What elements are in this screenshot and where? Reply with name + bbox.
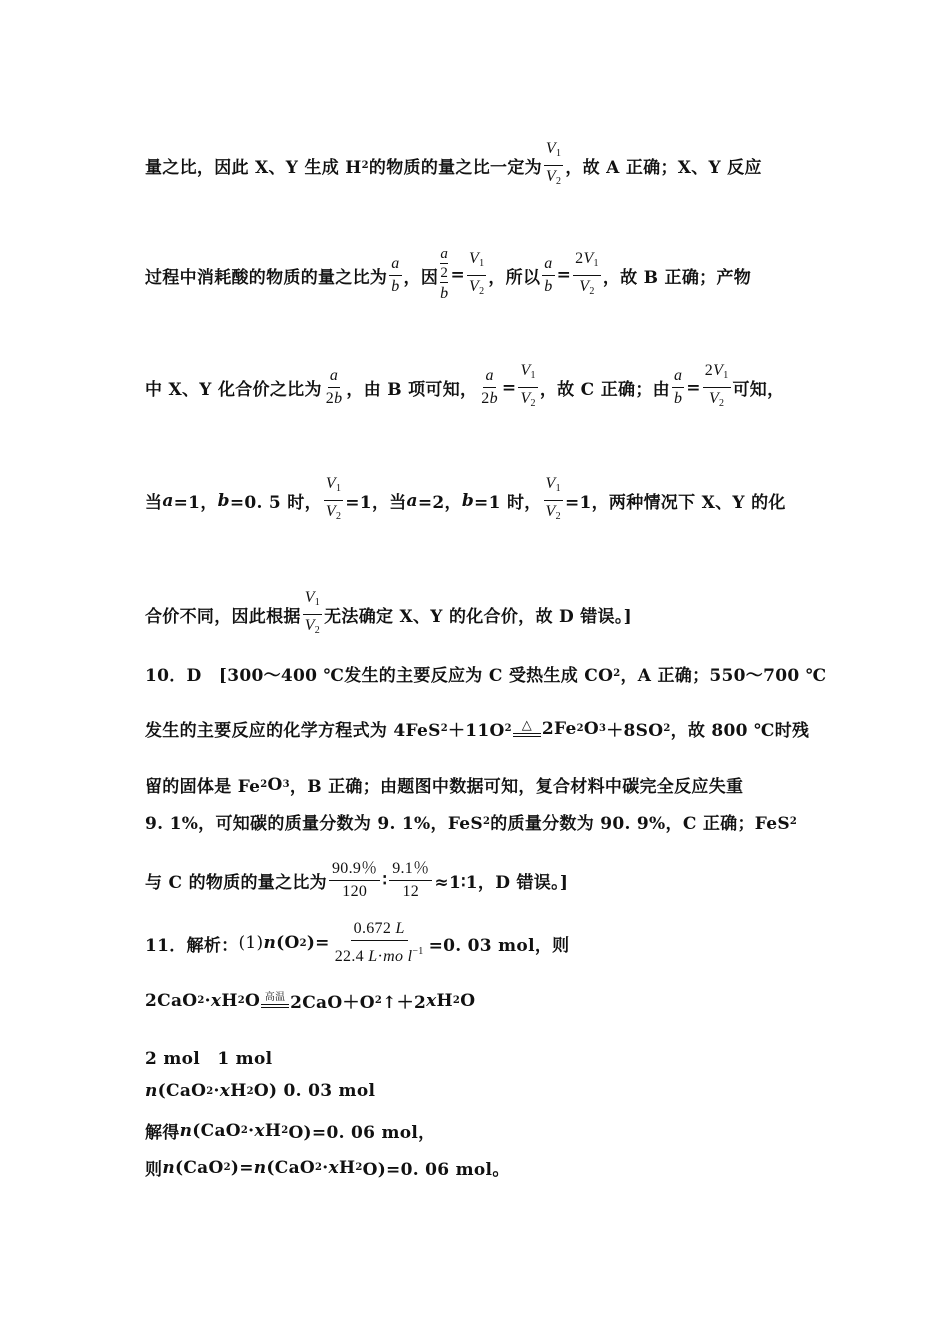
text-line-7: 发生的主要反应的化学方程式为 4FeS 2 ＋11O 2 △ 2Fe 2 O 3 ＋8SO 2 ，故 800 ℃时残 (145, 718, 810, 741)
text: ，故 A 正确；X、Y 反应 (565, 158, 762, 178)
fraction-a-2b: $\frac{a}{2b}$ (325, 367, 343, 407)
text-line-2 (145, 245, 751, 305)
fraction-volume-over-molar-volume: $\frac{0.672 L}{22.4 L\cdot mo l^{-1}}$ (334, 920, 424, 965)
equals: = (501, 377, 517, 398)
text-line-12: 2CaO 2 · x H 2 O 高温 2CaO＋O 2 ↑＋2 x H 2 O (145, 990, 476, 1013)
text: 量之比，因此 X、Y 生成 H (145, 158, 362, 178)
fraction-a-b: $\frac{a}{b}$ (673, 367, 683, 407)
text: ，故 C 正确；由 (539, 380, 670, 400)
subscript: 2 (361, 160, 369, 171)
text: ，由 B 项可知， (346, 380, 478, 400)
text-line-11: 11．解析： (1) n (O 2 )= $\frac{0.672 L}{22.4 L\cdot mo l^{-1}}$ =0. 03 mol，则 (145, 918, 569, 968)
text-line-15: 解得 n (CaO 2 · x H 2 O)=0. 06 mol， (145, 1120, 436, 1143)
fraction-v1-v2: $\frac{V_1}{V_2}$ (325, 475, 342, 522)
fraction-v1-v2: $\frac{V_1}{V_2}$ (468, 249, 485, 297)
text-line-9: 9. 1%，可知碳的质量分数为 9. 1%，FeS 2 的质量分数为 90. 9%，C 正确；FeS 2 (145, 814, 798, 834)
text-line-14: n (CaO 2 · x H 2 O) 0. 03 mol (145, 1081, 376, 1101)
text: ，所以 (488, 267, 541, 288)
fraction-2v1-v2: $\frac{2V_1}{V_2}$ (575, 249, 599, 297)
text-line-6: 10．D [300～400 ℃发生的主要反应为 C 受热生成 CO 2 ，A 正确；550～700 ℃ (145, 666, 827, 686)
text: 可知， (732, 380, 785, 400)
fraction-v1-v2: $\frac{V_1}{V_2}$ (545, 140, 562, 187)
fraction-a-b: $\frac{a}{b}$ (391, 254, 400, 295)
text-line-16: 则 n (CaO 2 )= n (CaO 2 · x H 2 O)=0. 06 mol。 (145, 1157, 510, 1180)
fraction-90-9-over-120: $\frac{90.9\%}{120}$ (329, 858, 381, 903)
fraction-v1-v2: $\frac{V_1}{V_2}$ (520, 362, 536, 409)
fraction-a-half-over-b: a 2 b (440, 246, 449, 302)
equals: = (686, 377, 701, 398)
text-line-13: 2 mol 1 mol (145, 1049, 273, 1069)
fraction-v1-v2: $\frac{V_1}{V_2}$ (545, 475, 561, 522)
fraction-2v1-v2: $\frac{2V_1}{V_2}$ (704, 362, 729, 409)
text: ，故 B 正确；产物 (602, 267, 752, 288)
equals: = (450, 265, 465, 285)
reaction-condition-heat: △ (513, 720, 541, 737)
text-line-3 (145, 360, 784, 415)
text: 中 X、Y 化合价之比为 (145, 380, 322, 400)
equals: = (556, 265, 572, 285)
fraction-v1-v2: $\frac{V_1}{V_2}$ (304, 589, 321, 636)
fraction-a-2b: $\frac{a}{2b}$ (481, 367, 498, 407)
reaction-condition-high-temp: 高温 (261, 993, 289, 1008)
text: 过程中消耗酸的物质的量之比为 (145, 267, 388, 288)
text-line-10: 与 C 的物质的量之比为 $\frac{90.9\%}{120}$ ∶ $\frac{9.1\%}{12}$ ≈1∶1，D 错误。] (145, 858, 568, 903)
text: 的物质的量之比一定为 (368, 158, 542, 178)
text: ，因 (403, 267, 439, 288)
text-line-4: 当 a =1， b =0. 5 时， $\frac{V_1}{V_2}$ =1，当 a =2， b =1 时， $\frac{V_1}{V_2}$ =1，两种情况下 X、Y 的化 (145, 473, 786, 528)
text-line-8: 留的固体是 Fe 2 O 3 ，B 正确；由题图中数据可知，复合材料中碳完全反应失重 (145, 774, 744, 797)
fraction-9-1-over-12: $\frac{9.1\%}{12}$ (389, 858, 432, 903)
fraction-a-b: $\frac{a}{b}$ (544, 254, 553, 295)
text-line-1 (145, 138, 762, 193)
text-line-5: 合价不同，因此根据 $\frac{V_1}{V_2}$ 无法确定 X、Y 的化合价，故 D 错误。] (145, 587, 632, 642)
